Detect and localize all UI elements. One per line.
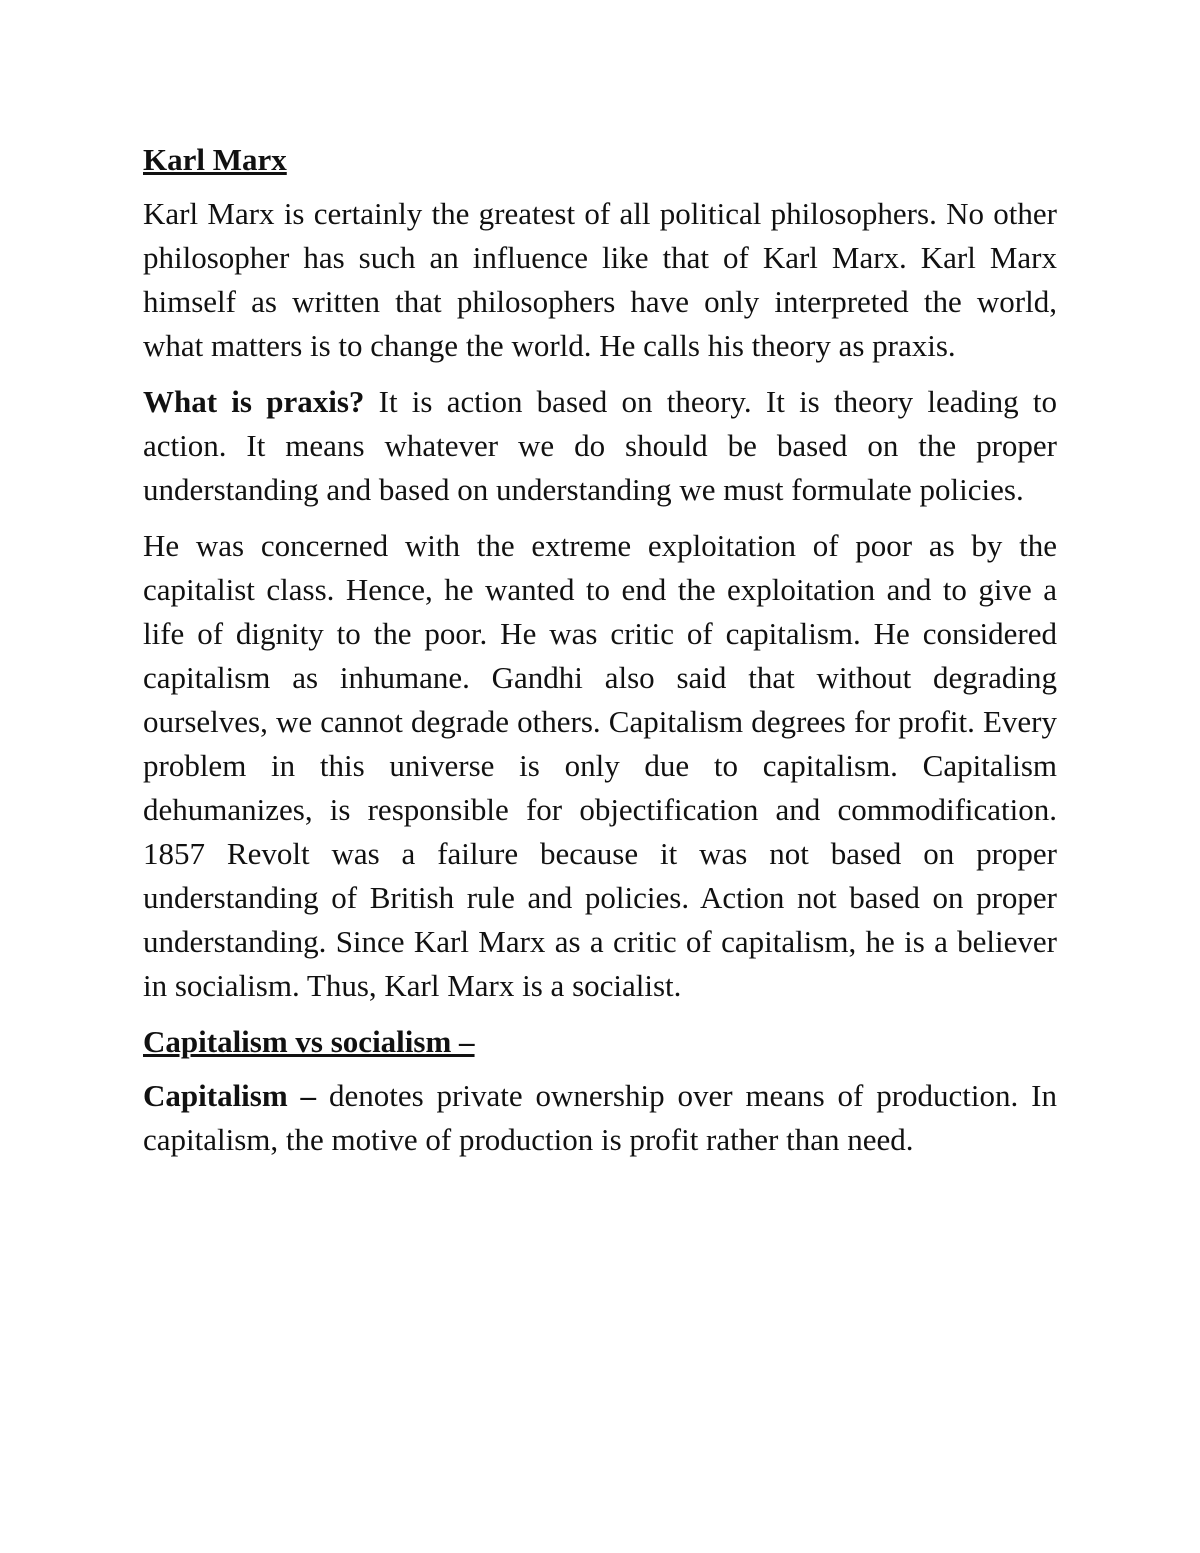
paragraph-exploitation — [143, 524, 1057, 1008]
paragraph-intro — [143, 192, 1057, 368]
document-title: Karl Marx — [143, 142, 287, 177]
document-page — [143, 138, 1057, 1174]
paragraph-praxis — [143, 380, 1057, 512]
paragraph-praxis-text: It is action based on theory. It is theory leading to action. It means whatever we do should be based on the proper understanding and based on understanding we must formulate policies. — [143, 384, 1057, 507]
paragraph-capitalism-definition — [143, 1074, 1057, 1162]
definition-text: denotes private ownership over means of production. In capitalism, the motive of production is profit rather than need. — [143, 1078, 1057, 1157]
section-heading: Capitalism vs socialism – — [143, 1024, 475, 1059]
paragraph-exploitation-text: He was concerned with the extreme exploitation of poor as by the capitalist class. Hence, he wanted to end the exploitation and to give a life of dignity to the poor. He was critic of capitalism. He considered capitalism as inhumane. Gandhi also said that without degrading ourselves, we cannot degrade others. Capitalism degrees for profit. Every problem in this universe is only due to capitalism. Capitalism dehumanizes, is responsible for objectification and commodification. 1857 Revolt was a failure because it was not based on proper understanding of British rule and policies. Action not based on proper understanding. Since Karl Marx as a critic of capitalism, he is a believer in socialism. Thus, Karl Marx is a socialist. — [143, 528, 1057, 1003]
paragraph-intro-text: Karl Marx is certainly the greatest of all political philosophers. No other philosopher has such an influence like that of Karl Marx. Karl Marx himself as written that philosophers have only interpreted the world, what matters is to change the world. He calls his theory as praxis. — [143, 196, 1057, 363]
paragraph-praxis-lead: What is praxis? — [143, 384, 365, 419]
definition-lead: Capitalism – — [143, 1078, 317, 1113]
